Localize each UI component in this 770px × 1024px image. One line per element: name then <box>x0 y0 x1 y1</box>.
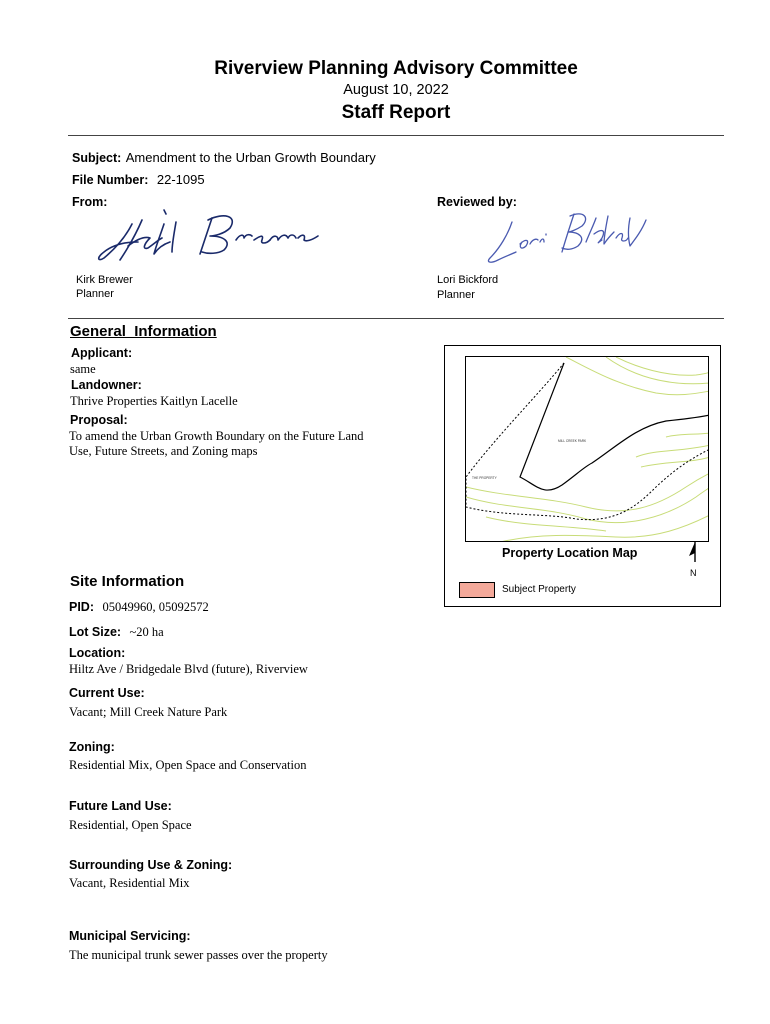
north-label: N <box>690 568 697 578</box>
svg-text:THE PROPERTY: THE PROPERTY <box>472 476 497 480</box>
lori-bickford-signature <box>478 208 660 266</box>
reviewer-title: Planner <box>437 289 475 301</box>
subject-property-swatch <box>459 582 495 598</box>
from-label: From: <box>72 195 108 209</box>
location-value: Hiltz Ave / Bridgedale Blvd (future), Riverview <box>69 662 308 676</box>
proposal-label: Proposal: <box>70 413 128 427</box>
kirk-brewer-signature <box>92 206 324 272</box>
reviewer-name: Lori Bickford <box>437 274 499 286</box>
report-type-title: Staff Report <box>341 102 451 123</box>
map-drawing <box>466 357 709 542</box>
header-divider <box>68 135 724 136</box>
subject-value: Amendment to the Urban Growth Boundary <box>125 150 376 165</box>
municipal-servicing-value: The municipal trunk sewer passes over the property <box>69 948 328 962</box>
property-location-map <box>444 345 721 607</box>
future-land-use-value: Residential, Open Space <box>69 818 192 832</box>
municipal-servicing-label: Municipal Servicing: <box>69 929 191 943</box>
file-number-row <box>72 171 205 189</box>
zoning-value: Residential Mix, Open Space and Conservation <box>69 758 307 772</box>
map-frame <box>465 356 709 542</box>
file-number-value: 22-1095 <box>156 172 205 187</box>
map-title: Property Location Map <box>502 546 638 560</box>
general-information-heading: General Information <box>70 323 217 340</box>
applicant-value: same <box>70 362 96 376</box>
lot-size-value: ~20 ha <box>129 625 164 639</box>
proposal-line-1: To amend the Urban Growth Boundary on the Future Land <box>69 429 364 443</box>
landowner-label: Landowner: <box>71 378 142 392</box>
proposal-line-2: Use, Future Streets, and Zoning maps <box>69 444 258 458</box>
pid-label: PID: <box>69 600 94 614</box>
surrounding-use-value: Vacant, Residential Mix <box>69 876 190 890</box>
pid-value: 05049960, 05092572 <box>102 600 209 614</box>
north-arrow-icon <box>685 540 705 564</box>
surrounding-use-label: Surrounding Use & Zoning: <box>69 858 233 872</box>
section-divider <box>68 318 724 319</box>
author-title: Planner <box>76 288 114 300</box>
subject-property-legend-label: Subject Property <box>502 584 576 595</box>
lot-size-row <box>69 623 164 641</box>
report-committee-title: Riverview Planning Advisory Committee <box>214 58 578 79</box>
svg-text:MILL CREEK PARK: MILL CREEK PARK <box>558 439 587 443</box>
file-number-label: File Number: <box>72 173 149 187</box>
location-label: Location: <box>69 646 126 660</box>
subject-label: Subject: <box>72 151 122 165</box>
landowner-value: Thrive Properties Kaitlyn Lacelle <box>70 394 238 408</box>
future-land-use-label: Future Land Use: <box>69 799 172 813</box>
lot-size-label: Lot Size: <box>69 625 122 639</box>
subject-row <box>72 149 376 167</box>
applicant-label: Applicant: <box>71 346 133 360</box>
reviewed-by-label: Reviewed by: <box>437 195 517 209</box>
current-use-value: Vacant; Mill Creek Nature Park <box>69 705 228 719</box>
pid-row <box>69 598 209 616</box>
site-information-heading: Site Information <box>70 573 185 590</box>
report-date: August 10, 2022 <box>343 82 449 98</box>
author-name: Kirk Brewer <box>76 274 133 286</box>
zoning-label: Zoning: <box>69 740 115 754</box>
current-use-label: Current Use: <box>69 686 145 700</box>
